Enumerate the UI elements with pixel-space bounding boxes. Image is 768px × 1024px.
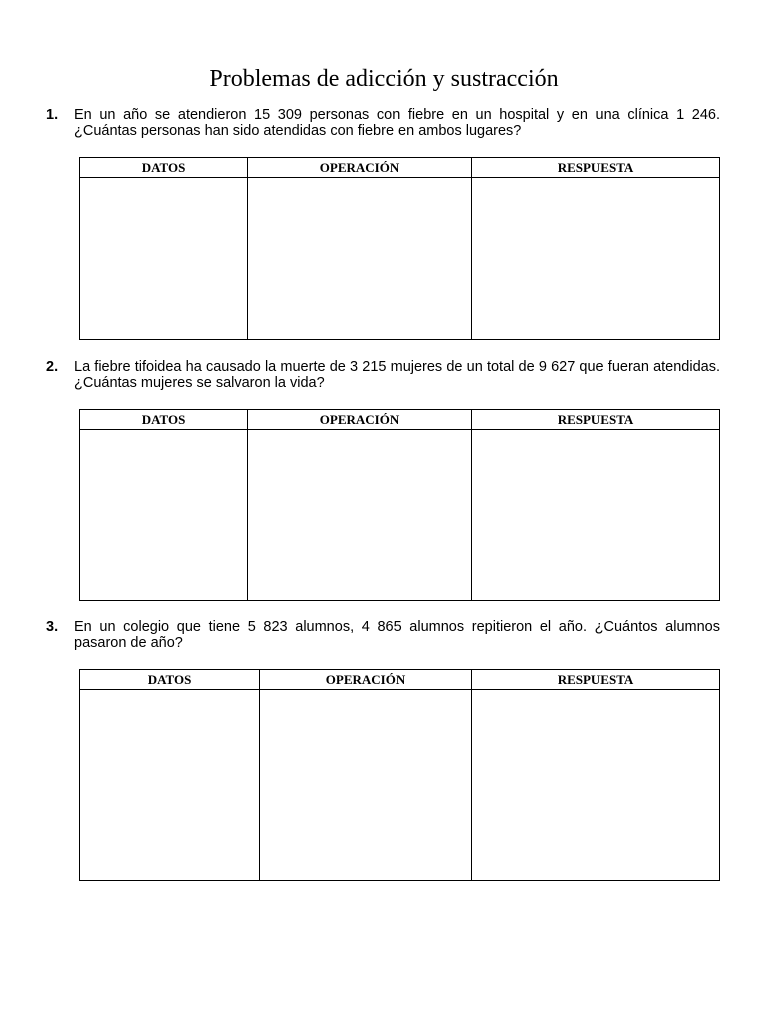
answer-table-1 [79,157,720,340]
header-operacion: OPERACIÓN [248,158,472,178]
problem-number: 2. [46,359,59,375]
header-respuesta: RESPUESTA [472,410,720,430]
problem-3 [46,619,720,651]
header-respuesta: RESPUESTA [472,670,720,690]
problem-text: En un año se atendieron 15 309 personas con fiebre en un hospital y en una clínica 1 246. ¿Cuántas personas han sido atendidas con fiebre en ambos lugares? [74,107,720,139]
answer-table-3 [79,669,720,881]
cell-respuesta[interactable] [472,690,720,881]
cell-respuesta[interactable] [472,430,720,601]
header-datos: DATOS [80,158,248,178]
cell-operacion[interactable] [260,690,472,881]
problem-1 [46,107,720,139]
answer-table-2 [79,409,720,601]
problem-text: La fiebre tifoidea ha causado la muerte de 3 215 mujeres de un total de 9 627 que fueran atendidas. ¿Cuántas mujeres se salvaron la vida? [74,359,720,391]
header-operacion: OPERACIÓN [260,670,472,690]
page-title: Problemas de adicción y sustracción [209,66,559,92]
problem-2 [46,359,720,391]
problem-text: En un colegio que tiene 5 823 alumnos, 4 865 alumnos repitieron el año. ¿Cuántos alumnos pasaron de año? [74,619,720,651]
cell-datos[interactable] [80,430,248,601]
cell-respuesta[interactable] [472,178,720,340]
header-datos: DATOS [80,670,260,690]
header-datos: DATOS [80,410,248,430]
header-operacion: OPERACIÓN [248,410,472,430]
cell-datos[interactable] [80,690,260,881]
cell-datos[interactable] [80,178,248,340]
cell-operacion[interactable] [248,430,472,601]
problem-number: 3. [46,619,59,635]
header-respuesta: RESPUESTA [472,158,720,178]
problem-number: 1. [46,107,59,123]
cell-operacion[interactable] [248,178,472,340]
